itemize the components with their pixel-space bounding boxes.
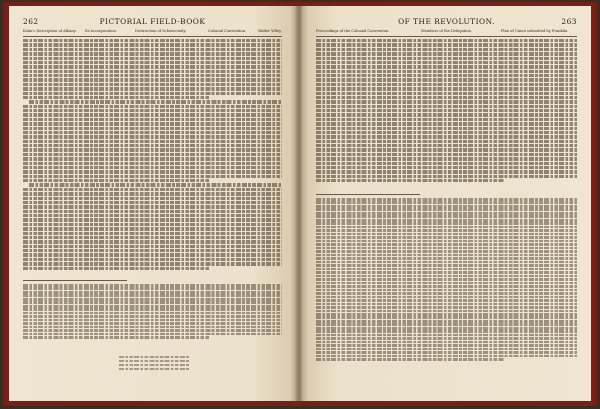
right-body-text [316,39,577,183]
right-page [302,6,591,401]
right-page-header [316,17,577,27]
left-footnotes [23,278,282,340]
book [3,2,597,406]
subhead: Kalm's Description of Albany. [23,29,77,33]
subhead: Proceedings of the Colonial Convention. [316,29,390,33]
left-body-text [23,39,282,271]
subhead: Destruction of Schenectady. [135,29,187,33]
running-title: PICTORIAL FIELD-BOOK [99,17,206,26]
verse-quotation [119,356,189,372]
running-title: OF THE REVOLUTION. [398,17,495,26]
subhead: Members of the Delegation. [421,29,472,33]
right-footnotes [316,192,577,362]
left-page-subheads [23,28,282,37]
subhead: Colonial Convention. [208,29,247,33]
subhead: Plan of Union submitted by Franklin. [501,29,569,33]
right-page-subheads [316,28,577,37]
left-page [9,6,296,401]
left-page-header [23,17,282,27]
page-number: 263 [561,17,577,26]
subhead: Its Incorporation. [85,29,118,33]
page-number: 262 [23,17,39,26]
subhead: Walter Wiley. [258,29,282,33]
